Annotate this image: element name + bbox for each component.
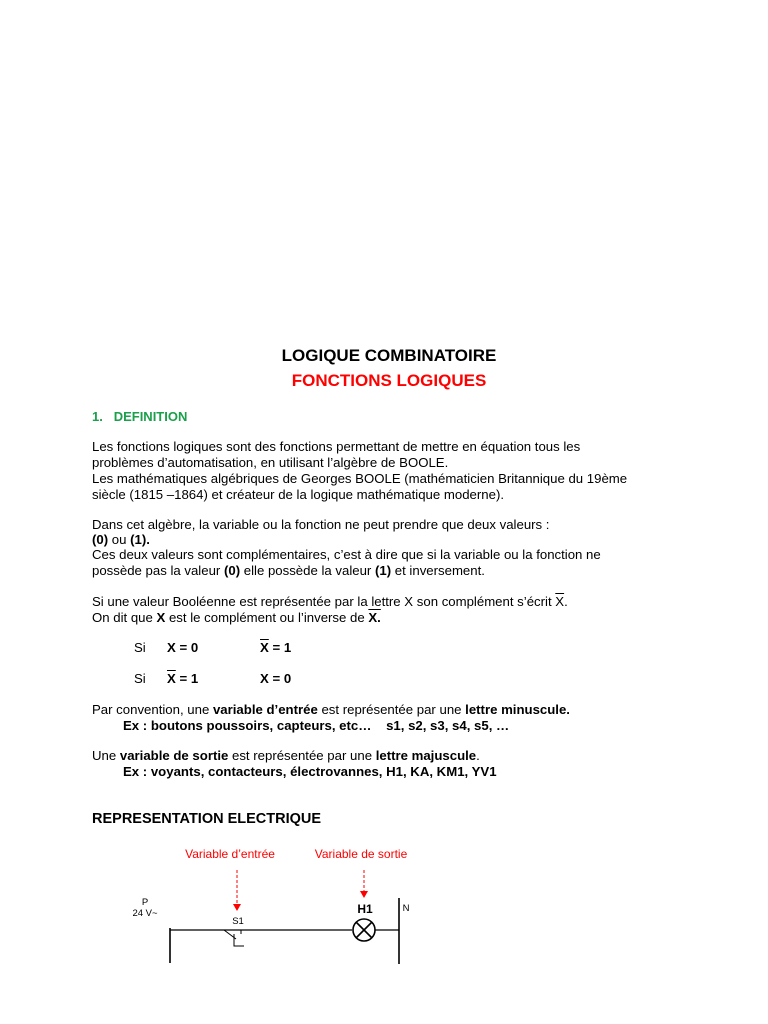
lamp-icon bbox=[353, 919, 375, 941]
section-heading-representation: REPRESENTATION ELECTRIQUE bbox=[92, 811, 322, 827]
paragraph-line bbox=[92, 594, 568, 610]
voltage-label: 24 V~ bbox=[132, 908, 158, 919]
paragraph-line bbox=[92, 532, 150, 548]
paragraph-line: Les fonctions logiques sont des fonctions permettant de mettre en équation tous les bbox=[92, 439, 581, 454]
text-run: . bbox=[564, 594, 568, 609]
text-run: est le complément ou l’inverse de bbox=[165, 610, 369, 625]
complement-symbol: $\overline{X}$ bbox=[167, 671, 176, 686]
truth-row-2-condition bbox=[167, 671, 198, 687]
value-zero: (0) bbox=[92, 532, 109, 547]
truth-row-1-result bbox=[260, 640, 291, 656]
section-title: DEFINITION bbox=[113, 409, 188, 424]
text-run: = 1 bbox=[268, 640, 292, 655]
input-arrow-head bbox=[233, 904, 241, 911]
text-run: . bbox=[476, 748, 480, 763]
output-variable-label: Variable de sortie bbox=[314, 847, 408, 861]
text-run: est représentée par une bbox=[228, 748, 376, 763]
complement-symbol: X. bbox=[368, 610, 381, 625]
pushbutton-icon bbox=[224, 930, 244, 946]
text-run: variable d’entrée bbox=[212, 702, 318, 717]
truth-row-2-si: Si bbox=[134, 671, 146, 686]
text-run: elle possède la valeur bbox=[240, 563, 375, 578]
input-variable-label: Variable d’entrée bbox=[185, 847, 275, 861]
text-run: = 1 bbox=[175, 671, 199, 686]
complement-symbol: $\overline{X}$ bbox=[555, 594, 565, 609]
example-line: Ex : boutons poussoirs, capteurs, etc… s1, s2, s3, s4, s5, … bbox=[123, 718, 510, 733]
text-run: Une bbox=[92, 748, 120, 763]
text-run: est représentée par une bbox=[317, 702, 466, 717]
value-one: (1). bbox=[130, 532, 150, 547]
paragraph-line: Ces deux valeurs sont complémentaires, c’est à dire que si la variable ou la fonction ne bbox=[92, 547, 601, 562]
text-run: possède pas la valeur bbox=[92, 563, 224, 578]
text-run: . bbox=[566, 702, 570, 717]
paragraph-line: Les mathématiques algébriques de Georges BOOLE (mathématicien Britannique du 19ème bbox=[92, 471, 628, 486]
paragraph-line: problèmes d’automatisation, en utilisant l’algèbre de BOOLE. bbox=[92, 455, 449, 470]
output-arrow-head bbox=[360, 891, 368, 898]
paragraph-line: siècle (1815 –1864) et créateur de la logique mathématique moderne). bbox=[92, 487, 504, 502]
neutral-label: N bbox=[402, 903, 410, 914]
complement-symbol: $\overline{X}$ bbox=[260, 640, 269, 655]
page-title: LOGIQUE COMBINATOIRE bbox=[281, 346, 497, 365]
truth-row-1-si: Si bbox=[134, 640, 146, 655]
value-zero: (0) bbox=[223, 563, 241, 578]
paragraph-line bbox=[92, 748, 480, 764]
phase-label: P bbox=[141, 897, 149, 908]
text-run: Si une valeur Booléenne est représentée par la lettre X son complément s’écrit bbox=[92, 594, 556, 609]
text-run: variable de sortie bbox=[119, 748, 229, 763]
conjunction: ou bbox=[108, 532, 131, 547]
truth-row-1-condition: X = 0 bbox=[167, 640, 199, 655]
page-subtitle: FONCTIONS LOGIQUES bbox=[291, 371, 487, 390]
section-number: 1. bbox=[92, 409, 103, 424]
text-run: et inversement. bbox=[391, 563, 485, 578]
text-run: lettre majuscule bbox=[375, 748, 477, 763]
variable-x: X bbox=[156, 610, 166, 625]
paragraph-line bbox=[92, 610, 381, 626]
switch-label: S1 bbox=[232, 916, 244, 927]
text-run: Par convention, une bbox=[92, 702, 213, 717]
text-run: On dit que bbox=[92, 610, 157, 625]
truth-row-2-result: X = 0 bbox=[260, 671, 292, 686]
section-heading-definition bbox=[92, 409, 187, 424]
paragraph-line bbox=[92, 563, 485, 579]
paragraph-line: Dans cet algèbre, la variable ou la fonction ne peut prendre que deux valeurs : bbox=[92, 517, 550, 532]
text-run: lettre minuscule bbox=[465, 702, 567, 717]
lamp-label: H1 bbox=[357, 902, 373, 916]
example-line: Ex : voyants, contacteurs, électrovannes, H1, KA, KM1, YV1 bbox=[123, 764, 497, 779]
value-one: (1) bbox=[374, 563, 392, 578]
paragraph-line bbox=[92, 702, 570, 718]
